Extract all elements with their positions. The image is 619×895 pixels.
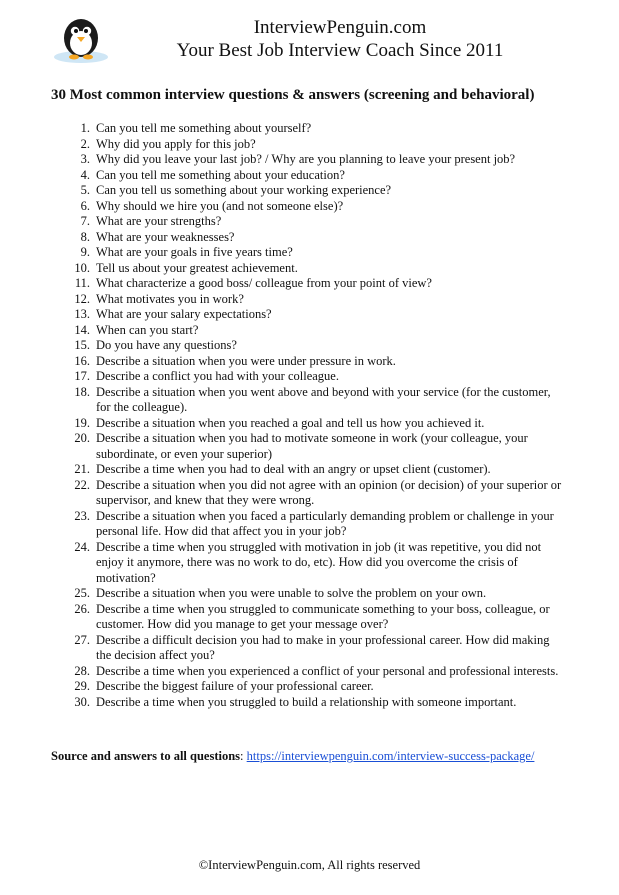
- question-item: [52, 416, 562, 432]
- question-item: [52, 602, 562, 633]
- questions-list: [52, 121, 562, 710]
- question-text: Why should we hire you (and not someone else)?: [96, 198, 344, 213]
- question-text: Can you tell us something about your working experience?: [96, 183, 392, 197]
- question-text: Describe a situation when you went above and beyond with your service (for the customer, for the colleague).: [96, 384, 551, 414]
- question-number: 7.: [80, 214, 90, 228]
- question-text: What characterize a good boss/ colleague from your point of view?: [96, 276, 432, 290]
- question-number: 25.: [74, 586, 90, 600]
- question-item: [52, 338, 562, 354]
- question-item: [52, 540, 562, 587]
- question-item: [52, 323, 562, 339]
- tagline: Your Best Job Interview Coach Since 2011: [176, 40, 504, 61]
- question-item: [52, 292, 562, 308]
- question-text: Describe a situation when you faced a particularly demanding problem or challenge in your personal life. How did that affect you in your job?: [96, 508, 554, 538]
- question-number: 12.: [74, 291, 90, 306]
- question-text: Describe a time when you experienced a conflict of your personal and professional interests.: [96, 663, 559, 678]
- question-item: [52, 230, 562, 246]
- question-text: Why did you leave your last job? / Why are you planning to leave your present job?: [96, 152, 516, 166]
- question-item: [52, 183, 562, 199]
- question-item: [52, 679, 562, 695]
- question-number: 24.: [74, 539, 90, 554]
- question-item: [52, 478, 562, 509]
- question-item: [52, 354, 562, 370]
- question-text: Describe a time when you struggled to build a relationship with someone important.: [96, 694, 517, 709]
- question-number: 1.: [80, 121, 90, 135]
- question-number: 15.: [74, 338, 90, 352]
- question-number: 23.: [74, 508, 90, 523]
- question-item: [52, 385, 562, 416]
- question-text: Describe a time when you struggled with motivation in job (it was repetitive, you did not enjoy it anymore, there was no work to do, etc). How did you overcome the crisis of motivation?: [96, 539, 542, 585]
- question-text: Describe a time when you had to deal with an angry or upset client (customer).: [96, 462, 491, 476]
- question-text: What are your goals in five years time?: [96, 245, 293, 259]
- question-text: Can you tell me something about your education?: [96, 167, 345, 182]
- question-text: When can you start?: [96, 322, 199, 337]
- question-number: 3.: [80, 152, 90, 166]
- question-text: Describe a situation when you had to motivate someone in work (your colleague, your subordinate, or even your superior): [96, 431, 528, 461]
- question-item: [52, 633, 562, 664]
- copyright-footer: ©InterviewPenguin.com, All rights reserved: [198, 858, 421, 872]
- question-number: 4.: [80, 167, 90, 182]
- question-item: [52, 586, 562, 602]
- question-number: 11.: [74, 276, 90, 290]
- document-title: 30 Most common interview questions & answers (screening and behavioral): [51, 87, 535, 103]
- question-text: Describe a situation when you reached a goal and tell us how you achieved it.: [96, 415, 485, 430]
- question-text: Describe a situation when you were unable to solve the problem on your own.: [96, 586, 487, 600]
- question-number: 26.: [74, 601, 90, 616]
- question-number: 20.: [74, 431, 90, 445]
- question-item: [52, 276, 562, 292]
- question-number: 29.: [74, 679, 90, 693]
- source-link[interactable]: https://interviewpenguin.com/interview-success-package/: [246, 749, 535, 763]
- question-number: 28.: [74, 663, 90, 678]
- question-item: [52, 664, 562, 680]
- question-text: Why did you apply for this job?: [96, 136, 256, 151]
- question-text: What are your salary expectations?: [96, 307, 272, 321]
- question-number: 16.: [74, 353, 90, 368]
- question-number: 8.: [80, 229, 90, 244]
- question-text: Describe a situation when you did not agree with an opinion (or decision) of your superior or supervisor, and knew that they were wrong.: [96, 477, 562, 507]
- question-number: 22.: [74, 477, 90, 492]
- penguin-icon: [50, 12, 112, 64]
- question-number: 10.: [74, 260, 90, 275]
- question-number: 14.: [74, 322, 90, 337]
- question-text: What are your weaknesses?: [96, 229, 235, 244]
- question-text: Can you tell me something about yourself?: [96, 121, 312, 135]
- question-item: [52, 199, 562, 215]
- question-text: What motivates you in work?: [96, 291, 244, 306]
- question-number: 9.: [80, 245, 90, 259]
- question-item: [52, 121, 562, 137]
- question-number: 2.: [80, 136, 90, 151]
- question-number: 19.: [74, 415, 90, 430]
- question-text: Describe the biggest failure of your professional career.: [96, 679, 374, 693]
- site-name: InterviewPenguin.com: [253, 17, 427, 38]
- question-item: [52, 509, 562, 540]
- question-item: [52, 168, 562, 184]
- question-text: Tell us about your greatest achievement.: [96, 260, 298, 275]
- question-number: 18.: [74, 384, 90, 399]
- question-number: 27.: [74, 632, 90, 647]
- page-header: [120, 17, 560, 63]
- penguin-logo: [50, 12, 112, 64]
- question-item: [52, 152, 562, 168]
- question-number: 6.: [80, 198, 90, 213]
- question-item: [52, 369, 562, 385]
- source-line: [51, 748, 541, 764]
- source-label: Source and answers to all questions: [51, 749, 241, 763]
- question-text: What are your strengths?: [96, 214, 222, 228]
- question-item: [52, 307, 562, 323]
- source-separator: :: [240, 749, 247, 763]
- question-item: [52, 431, 562, 462]
- question-number: 30.: [74, 694, 90, 709]
- question-text: Describe a conflict you had with your colleague.: [96, 369, 339, 383]
- question-text: Describe a difficult decision you had to make in your professional career. How did making the decision affect you?: [96, 632, 550, 662]
- question-text: Describe a time when you struggled to communicate something to your boss, colleague, or customer. How did you manage to get your message over?: [96, 601, 550, 631]
- question-item: [52, 245, 562, 261]
- question-number: 13.: [74, 307, 90, 321]
- question-number: 21.: [74, 462, 90, 476]
- question-item: [52, 214, 562, 230]
- question-text: Describe a situation when you were under pressure in work.: [96, 353, 396, 368]
- question-item: [52, 695, 562, 711]
- question-text: Do you have any questions?: [96, 338, 237, 352]
- question-item: [52, 137, 562, 153]
- question-item: [52, 462, 562, 478]
- question-number: 17.: [74, 369, 90, 383]
- question-item: [52, 261, 562, 277]
- question-number: 5.: [80, 183, 90, 197]
